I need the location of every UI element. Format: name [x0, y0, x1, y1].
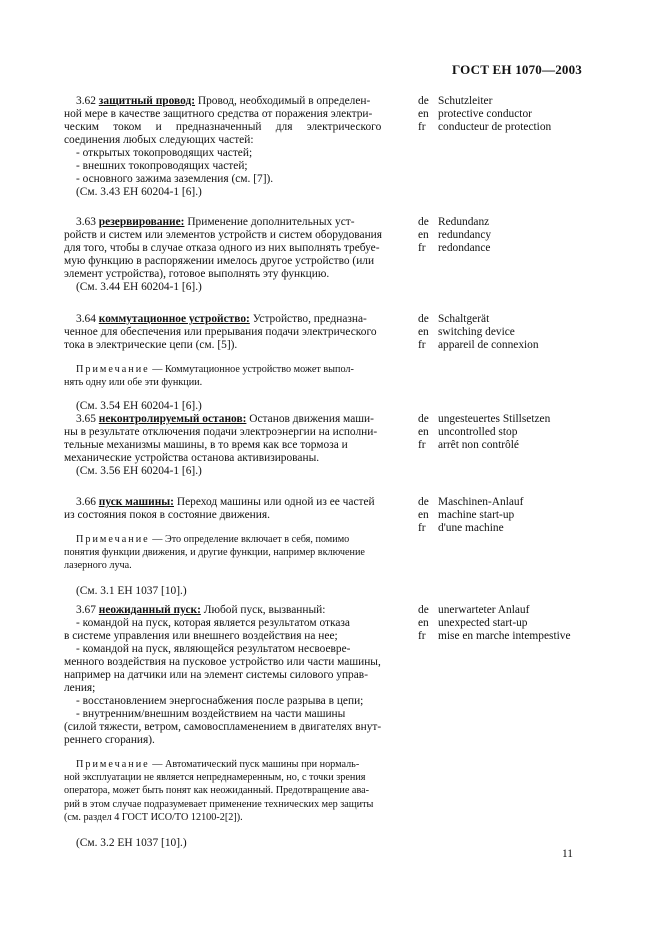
entry-reference: (См. 3.56 ЕН 60204-1 [6].) [76, 465, 202, 477]
translation-de: de Redundanz [418, 216, 490, 228]
translations [418, 604, 618, 643]
translation-fr: fr conducteur de protection [418, 121, 552, 133]
entry-term: защитный провод: [98, 95, 196, 107]
entry-reference: (См. 3.1 ЕН 1037 [10].) [76, 584, 187, 597]
note-line: ной эксплуатации не является непреднамеренным, но, с точки зрения [64, 772, 366, 784]
entry-line: тока в электрические цепи (см. [5]). [64, 339, 238, 351]
list-item: - внешних токопроводящих частей; [76, 160, 248, 172]
entry-text [64, 313, 394, 413]
entry-reference: (См. 3.2 ЕН 1037 [10].) [76, 837, 187, 850]
entry-line: ной мере в качестве защитного средства от поражения электри- [64, 108, 373, 120]
entry-term: неконтролируемый останов: [98, 413, 247, 425]
entry-note [76, 363, 394, 376]
document-code: ГОСТ ЕН 1070—2003 [452, 62, 582, 77]
translations [418, 496, 618, 535]
entry-line: мую функцию в распоряжении имелось другое устройство (или [64, 255, 375, 267]
translation-fr: fr mise en marche intempestive [418, 630, 571, 642]
note-label: Примечание [76, 364, 150, 375]
note-line: — Автоматический пуск машины при нормаль- [152, 759, 360, 770]
entry-term: резервирование: [98, 216, 185, 228]
translation-en: en unexpected start-up [418, 617, 528, 629]
entry-reference: (См. 3.54 ЕН 60204-1 [6].) [76, 400, 202, 413]
translation-fr: fr d'une machine [418, 522, 504, 534]
translation-de: de Maschinen-Anlauf [418, 496, 524, 508]
entry-line: например на датчики или на элемент системы силового управ- [64, 669, 368, 681]
entry-line: менного воздействия на пусковое устройство или части машины, [64, 656, 381, 668]
note-line: — Коммутационное устройство может выпол- [152, 364, 354, 375]
note-line: оператора, может быть понят как неожиданный. Предотвращение ава- [64, 785, 370, 797]
list-item: - основного зажима заземления (см. [7]). [76, 173, 274, 185]
entry-number: 3.62 [76, 95, 96, 107]
entry-line: механические устройства останова активизированы. [64, 452, 320, 464]
entry-line: соединения любых следующих частей: [64, 134, 254, 146]
page-number: 11 [562, 848, 573, 860]
note-line: — Это определение включает в себя, помимо [152, 534, 350, 545]
entry-line: ройств и систем или элементов устройств и систем оборудования [64, 229, 383, 241]
entry-text [64, 95, 394, 199]
entry-line: тельные механизмы машины, в то время как все тормоза и [64, 439, 348, 451]
entry-line: ления; [64, 682, 96, 694]
entry-reference: (См. 3.43 ЕН 60204-1 [6].) [76, 186, 202, 198]
entry-text [64, 413, 394, 478]
note-line: нять одну или обе эти функции. [64, 377, 203, 389]
entry-line: Провод, необходимый в определен- [197, 95, 371, 107]
translation-fr: fr redondance [418, 242, 491, 254]
entry-number: 3.64 [76, 313, 96, 325]
list-item: - восстановлением энергоснабжения после разрыва в цепи; [76, 695, 364, 707]
entry-line: ны в результате отключения подачи электроэнергии на исполни- [64, 426, 378, 438]
entry-note [76, 533, 394, 546]
list-item: - открытых токопроводящих частей; [76, 147, 253, 159]
entry-line: ческим током и предназначенный для электрического [64, 121, 382, 133]
note-line: понятия функции движения, и другие функции, например включение [64, 547, 365, 559]
entry-number: 3.67 [76, 604, 96, 616]
entry-line: Применение дополнительных уст- [187, 216, 355, 228]
entry-line: ченное для обеспечения или прерывания подачи электрического [64, 326, 377, 338]
entry-term: пуск машины: [98, 496, 174, 508]
translations [418, 95, 618, 134]
translation-fr: fr arrêt non contrôlé [418, 439, 519, 451]
translation-en: en switching device [418, 326, 515, 338]
entry-line: (силой тяжести, ветром, самовоспламенением в двигателях внут- [64, 721, 382, 733]
entry-line: Устройство, предназна- [252, 313, 367, 325]
translation-en: en machine start-up [418, 509, 515, 521]
entry-term: коммутационное устройство: [98, 313, 250, 325]
entry-reference: (См. 3.44 ЕН 60204-1 [6].) [76, 281, 202, 293]
note-line: (см. раздел 4 ГОСТ ИСО/ТО 12100-2[2]). [64, 811, 243, 823]
translations [418, 216, 618, 255]
list-item: - командой на пуск, являющейся результатом несвоевре- [76, 643, 351, 655]
entry-line: для того, чтобы в случае отказа одного из них выполнять требуе- [64, 242, 380, 254]
entry-line: элемент устройства), готовое выполнять эту функцию. [64, 268, 330, 280]
list-item: - внутренним/внешним воздействием на части машины [76, 708, 346, 720]
entry-text [64, 604, 394, 850]
entry-line: из состояния покоя в состояние движения. [64, 509, 270, 521]
translation-en: en redundancy [418, 229, 492, 241]
translations [418, 313, 618, 352]
note-line: рий в этом случае подразумевает применение технических мер защиты [64, 798, 374, 810]
entry-text [64, 216, 394, 294]
translation-de: de unerwarteter Anlauf [418, 604, 530, 616]
entry-line: в системе управления или внешнего воздействия на нее; [64, 630, 338, 642]
note-label: Примечание [76, 534, 150, 545]
translation-fr: fr appareil de connexion [418, 339, 539, 351]
entry-number: 3.63 [76, 216, 96, 228]
translation-de: de ungesteuertes Stillsetzen [418, 413, 551, 425]
note-label: Примечание [76, 759, 150, 770]
entry-line: Останов движения маши- [249, 413, 374, 425]
entry-note [76, 758, 394, 771]
entry-number: 3.66 [76, 496, 96, 508]
list-item: - командой на пуск, которая является результатом отказа [76, 617, 350, 629]
entry-text [64, 496, 394, 598]
translation-en: en protective conductor [418, 108, 532, 120]
translation-de: de Schaltgerät [418, 313, 490, 325]
entry-term: неожиданный пуск: [98, 604, 201, 616]
note-line: лазерного луча. [64, 560, 132, 572]
translations [418, 413, 618, 452]
translation-de: de Schutzleiter [418, 95, 493, 107]
translation-en: en uncontrolled stop [418, 426, 518, 438]
entry-line: Переход машины или одной из ее частей [176, 496, 375, 508]
entry-line: Любой пуск, вызванный: [203, 604, 326, 616]
entry-line: реннего сгорания). [64, 734, 155, 746]
entry-number: 3.65 [76, 413, 96, 425]
